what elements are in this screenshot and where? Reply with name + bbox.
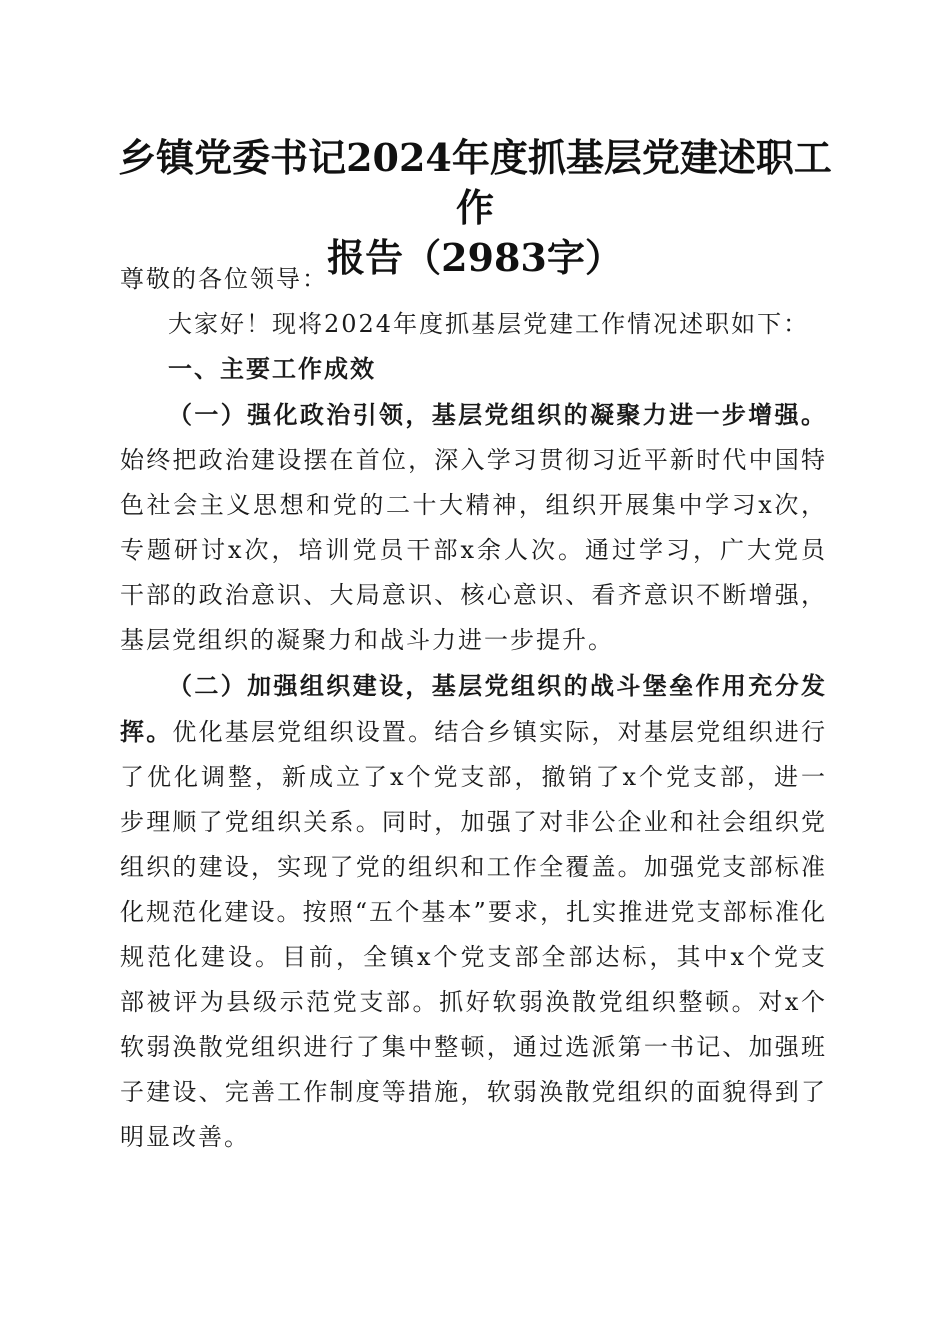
item-2-body: 优化基层党组织设置。结合乡镇实际，对基层党组织进行了优化调整，新成立了x个党支部，撤销了x个党支部，进一步理顺了党组织关系。同时，加强了对非公企业和社会组织党组织的建设，实现了党的组织和工作全覆盖。加强党支部标准化规范化建设。按照“五个基本”要求，扎实推进党支部标准化规范化建设。目前，全镇x个党支部全部达标，其中x个党支部被评为县级示范党支部。抓好软弱涣散党组织整顿。对x个软弱涣散党组织进行了集中整顿，通过选派第一书记、加强班子建设、完善工作制度等措施，软弱涣散党组织的面貌得到了明显改善。 [120,718,828,1151]
paragraph-item-2 [120,663,827,1160]
intro-paragraph: 大家好！现将2024年度抓基层党建工作情况述职如下： [168,310,810,338]
title-line-2: 报告（2983字） [327,235,623,280]
item-1-body: 始终把政治建设摆在首位，深入学习贯彻习近平新时代中国特色社会主义思想和党的二十大精神，组织开展集中学习x次，专题研讨x次，培训党员干部x余人次。通过学习，广大党员干部的政治意识、大局意识、核心意识、看齐意识不断增强，基层党组织的凝聚力和战斗力进一步提升。 [120,446,827,654]
title-line-1: 乡镇党委书记2024年度抓基层党建述职工作 [118,135,832,230]
item-2-heading: （二）加强组织建设，基层党组织的战斗堡垒作用充分发挥。 [120,671,827,746]
item-1-heading: （一）强化政治引领，基层党组织的凝聚力进一步增强。 [168,400,827,429]
salutation: 尊敬的各位领导： [120,265,328,293]
paragraph-item-1 [120,392,827,663]
document-body [120,257,827,1160]
section-heading-1: 一、主要工作成效 [168,355,376,383]
